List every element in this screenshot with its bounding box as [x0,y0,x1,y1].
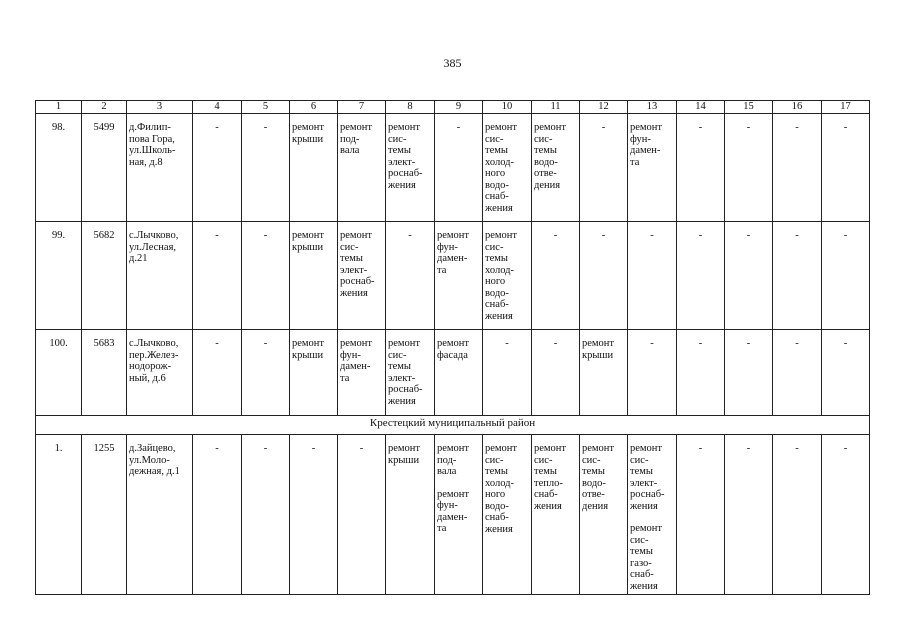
repair-work-line: сис- [630,534,649,546]
repair-work-item [388,122,432,191]
table-row [36,114,870,222]
repair-work-line: отве- [582,489,605,500]
cell-dash: - [725,222,773,330]
repair-work-line: ремонт [485,443,518,454]
cell-dash: - [725,114,773,222]
repair-work-cell [338,114,386,222]
repair-work-line: темы [534,145,557,156]
address-line: пова Гора, [129,133,175,145]
repair-work-line: фасада [437,349,468,361]
repair-work-item [630,523,674,592]
cell-dash: - [193,330,242,416]
address-line: ул.Школь- [129,145,176,156]
repair-work-cell [435,222,483,330]
building-address [127,222,193,330]
repair-work-line: элект- [630,477,658,489]
repair-work-line: жения [485,310,513,322]
column-header-8: 8 [386,101,435,114]
repair-work-item [630,122,674,168]
row-number: 99. [36,222,82,330]
repair-schedule-table [35,100,870,595]
repair-work-line: крыши [582,349,614,361]
repair-work-item [582,338,625,361]
repair-work-item [437,489,480,535]
building-address [127,114,193,222]
repair-work-line: элект- [388,372,416,384]
repair-work-line: та [340,372,350,384]
repair-work-item [437,338,480,361]
repair-work-line: жения [534,500,562,512]
cell-dash: - [193,114,242,222]
repair-work-line: холод- [485,156,514,168]
repair-work-item [340,230,383,299]
repair-work-item [485,230,529,322]
repair-work-line: сис- [388,133,407,145]
repair-work-line: дамен- [630,145,661,156]
repair-work-line: темы [534,466,557,477]
cell-dash: - [532,222,580,330]
repair-work-line: роснаб- [340,276,375,287]
cell-dash: - [628,222,677,330]
repair-work-line: дения [582,500,609,512]
table-body [36,114,870,595]
repair-work-line: ремонт [388,338,421,349]
cell-dash: - [677,435,725,595]
address-line: пер.Желез- [129,349,179,361]
repair-work-line: ремонт [437,338,470,349]
repair-work-line: снаб- [630,569,654,580]
column-header-12: 12 [580,101,628,114]
repair-work-line: роснаб- [630,489,665,500]
repair-work-line: вала [340,145,360,156]
repair-work-item [534,122,577,191]
building-address [127,330,193,416]
address-line: ул.Моло- [129,454,170,466]
address-line: с.Лычково, [129,338,179,349]
repair-work-line: элект- [388,156,416,168]
repair-work-line: холод- [485,477,514,489]
cell-dash: - [242,222,290,330]
repair-work-cell [435,330,483,416]
repair-work-line: темы [388,145,411,156]
repair-work-line: роснаб- [388,384,423,395]
repair-work-cell [338,222,386,330]
repair-work-line: жения [485,202,513,214]
cell-dash: - [532,330,580,416]
cell-dash: - [773,435,822,595]
address-line: ул.Лесная, [129,241,177,253]
column-header-2: 2 [82,101,127,114]
page-number: 385 [443,56,462,70]
repair-work-line: ремонт [340,338,373,349]
repair-work-line: ного [485,489,506,500]
repair-work-cell [532,435,580,595]
repair-work-line: снаб- [485,512,509,523]
address-line: с.Лычково, [129,230,179,241]
column-header-6: 6 [290,101,338,114]
address-line: д.Филип- [129,122,171,133]
repair-work-line: жения [485,523,513,535]
repair-work-cell [628,114,677,222]
cell-dash: - [677,330,725,416]
cell-dash: - [822,114,870,222]
repair-work-line: крыши [388,454,420,466]
repair-work-line: ремонт [340,230,373,241]
repair-work-cell [580,435,628,595]
repair-work-line: ремонт [630,523,663,534]
repair-work-line: снаб- [485,299,509,310]
repair-work-line: ремонт [437,488,470,500]
building-code: 1255 [82,435,127,595]
cell-dash: - [773,330,822,416]
repair-work-line: под- [437,454,457,466]
cell-dash: - [628,330,677,416]
repair-work-cell [290,222,338,330]
repair-work-line: дамен- [437,253,468,264]
address-line: нодорож- [129,361,172,372]
repair-work-line: водо- [582,477,606,489]
building-code: 5499 [82,114,127,222]
section-title: Крестецкий муниципальный район [36,416,870,435]
repair-work-cell [628,435,677,595]
repair-work-line: ремонт [292,338,325,349]
repair-work-line: отве- [534,168,557,179]
cell-dash: - [483,330,532,416]
repair-work-cell [290,114,338,222]
repair-work-line: ремонт [388,122,421,133]
repair-work-line: дения [534,179,561,191]
repair-work-line: темы [485,253,508,264]
repair-work-cell [532,114,580,222]
repair-work-line: ремонт [340,122,373,133]
cell-dash: - [193,435,242,595]
header-row [36,101,870,114]
repair-work-item [582,443,625,512]
repair-work-line: элект- [340,264,368,276]
column-header-5: 5 [242,101,290,114]
cell-dash: - [725,435,773,595]
repair-work-item [292,122,335,145]
repair-work-cell [483,222,532,330]
repair-work-line: газо- [630,557,652,569]
column-header-15: 15 [725,101,773,114]
repair-work-line: жения [630,500,658,512]
repair-work-line: водо- [485,179,509,191]
cell-dash: - [677,222,725,330]
cell-dash: - [242,330,290,416]
section-row [36,416,870,435]
column-header-11: 11 [532,101,580,114]
repair-work-cell [483,435,532,595]
address-line: ная, д.8 [129,156,163,168]
repair-work-line: водо- [485,287,509,299]
cell-dash: - [193,222,242,330]
cell-dash: - [290,435,338,595]
repair-work-line: ремонт [630,122,663,133]
repair-work-line: фун- [340,349,361,361]
address-line: дежная, д.1 [129,466,180,477]
cell-dash: - [822,330,870,416]
row-number: 98. [36,114,82,222]
repair-work-cell [580,330,628,416]
repair-work-line: крыши [292,349,324,361]
repair-work-line: ного [485,168,506,179]
repair-work-line: сис- [485,241,504,253]
repair-work-line: ремонт [534,443,567,454]
address-line: д.21 [129,253,148,264]
cell-dash: - [580,114,628,222]
repair-work-line: сис- [534,133,553,145]
repair-work-item [437,230,480,276]
cell-dash: - [773,114,822,222]
repair-work-line: жения [340,287,368,299]
repair-work-line: фун- [630,133,651,145]
repair-work-line: ремонт [292,230,325,241]
building-address [127,435,193,595]
cell-dash: - [725,330,773,416]
repair-work-line: ремонт [534,122,567,133]
repair-work-line: сис- [582,454,601,466]
cell-dash: - [822,435,870,595]
column-header-9: 9 [435,101,483,114]
repair-work-item [485,122,529,214]
repair-work-line: сис- [485,454,504,466]
repair-work-line: ремонт [485,122,518,133]
repair-work-cell [435,435,483,595]
repair-work-item [292,338,335,361]
cell-dash: - [822,222,870,330]
repair-work-line: жения [630,580,658,592]
cell-dash: - [677,114,725,222]
cell-dash: - [435,114,483,222]
repair-work-cell [483,114,532,222]
repair-work-line: ремонт [582,338,615,349]
repair-work-item [485,443,529,535]
repair-work-line: крыши [292,241,324,253]
repair-work-line: тепло- [534,477,563,489]
repair-work-cell [290,330,338,416]
repair-work-line: снаб- [534,489,558,500]
cell-dash: - [338,435,386,595]
repair-work-item [437,443,480,478]
cell-dash: - [580,222,628,330]
column-header-3: 3 [127,101,193,114]
repair-work-line: ремонт [630,443,663,454]
building-code: 5683 [82,330,127,416]
column-header-7: 7 [338,101,386,114]
row-number: 100. [36,330,82,416]
building-code: 5682 [82,222,127,330]
column-header-17: 17 [822,101,870,114]
repair-work-item [388,443,432,466]
repair-work-line: сис- [630,454,649,466]
repair-work-line: темы [485,145,508,156]
repair-work-line: дамен- [437,511,468,523]
repair-work-item [388,338,432,407]
repair-work-line: темы [630,466,653,477]
repair-work-cell [386,114,435,222]
repair-work-item [630,443,674,512]
repair-work-line: ремонт [292,122,325,133]
repair-work-cell [386,435,435,595]
repair-work-line: та [437,523,447,534]
address-line: д.Зайцево, [129,443,176,454]
repair-work-line: роснаб- [388,168,423,179]
repair-work-line: та [630,156,640,168]
address-line: ный, д.6 [129,372,166,384]
repair-work-line: ремонт [485,230,518,241]
repair-work-line: жения [388,179,416,191]
repair-work-line: темы [340,253,363,264]
row-number: 1. [36,435,82,595]
repair-work-item [292,230,335,253]
repair-work-line: снаб- [485,191,509,202]
cell-dash: - [386,222,435,330]
repair-work-line: темы [630,546,653,557]
repair-work-line: та [437,264,447,276]
repair-work-line: ремонт [437,230,470,241]
cell-dash: - [242,114,290,222]
repair-work-line: под- [340,133,360,145]
column-header-10: 10 [483,101,532,114]
column-header-4: 4 [193,101,242,114]
repair-work-line: темы [582,466,605,477]
repair-work-line: водо- [485,500,509,512]
repair-work-line: фун- [437,500,458,511]
cell-dash: - [773,222,822,330]
repair-work-line: дамен- [340,361,371,372]
repair-work-line: сис- [388,349,407,361]
table-row [36,330,870,416]
repair-work-cell [386,330,435,416]
table-row [36,222,870,330]
column-header-1: 1 [36,101,82,114]
column-header-16: 16 [773,101,822,114]
repair-work-cell [338,330,386,416]
repair-work-line: сис- [534,454,553,466]
repair-work-line: темы [388,361,411,372]
repair-work-line: ремонт [437,443,470,454]
repair-work-line: темы [485,466,508,477]
repair-work-line: фун- [437,241,458,253]
repair-work-line: ного [485,276,506,287]
repair-work-item [534,443,577,512]
cell-dash: - [242,435,290,595]
column-header-13: 13 [628,101,677,114]
column-header-14: 14 [677,101,725,114]
repair-work-line: жения [388,395,416,407]
repair-work-line: ремонт [582,443,615,454]
repair-work-line: вала [437,466,457,477]
repair-work-line: холод- [485,264,514,276]
repair-work-line: крыши [292,133,324,145]
repair-work-line: ремонт [388,443,421,454]
repair-work-line: сис- [340,241,359,253]
repair-work-item [340,338,383,384]
table-row [36,435,870,595]
repair-work-line: водо- [534,156,558,168]
repair-work-item [340,122,383,157]
repair-work-line: сис- [485,133,504,145]
